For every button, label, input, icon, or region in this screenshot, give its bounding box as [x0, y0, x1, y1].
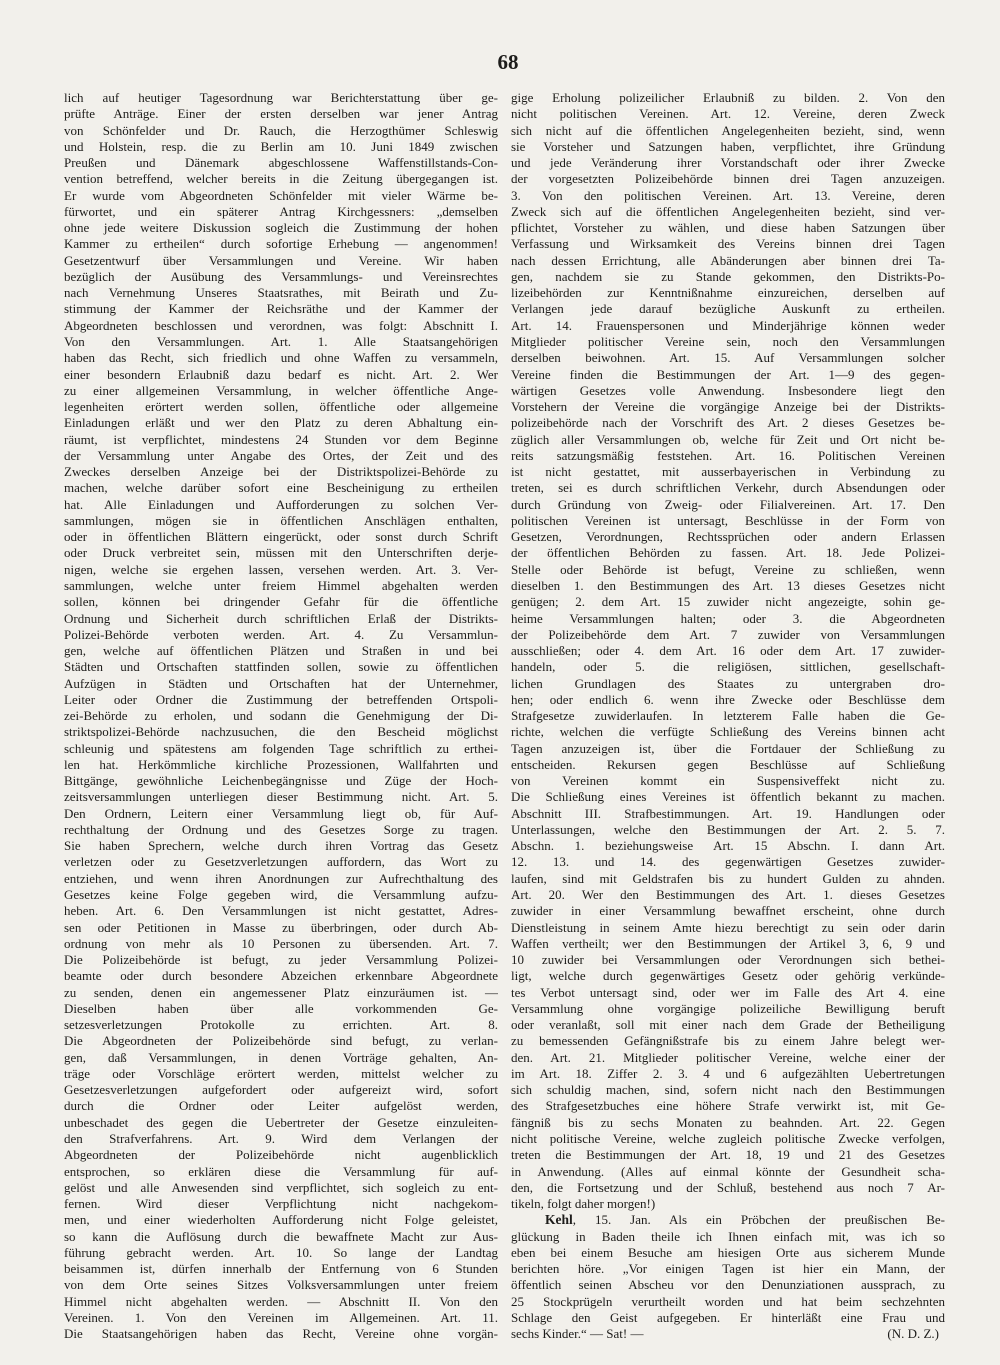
text-line: heben. Art. 6. Den Versammlungen ist nicht gestattet, Adres-	[64, 903, 498, 919]
text-line: berichten höre. „Vor einigen Tagen ist hier ein Mann, der	[511, 1261, 945, 1277]
text-line: Ordnung und Sicherheit durch schriftlichen Erlaß der Distrikts-	[64, 610, 498, 626]
text-line: und Holstein, resp. die zu Berlin am 10. Juni 1849 zwischen	[64, 138, 498, 154]
text-line: Stelle oder Behörde ist befugt, Vereine zu schließen, wenn	[511, 561, 945, 577]
text-line: beisammen ist, dürfen innerhalb der Entfernung von 6 Stunden	[64, 1261, 498, 1277]
text-line: pflichtet, Vorsteher zu wählen, und diese haben Satzungen über	[511, 220, 945, 236]
text-line: züglich aller Versammlungen ob, welche für Zeit und Ort nicht be-	[511, 431, 945, 447]
text-line: der Polizeibehörde dem Art. 7 zuwider von Versammlungen	[511, 626, 945, 642]
text-line: der öffentlichen Behörden zu fassen. Art. 18. Jede Polizei-	[511, 545, 945, 561]
text-line: zeitsversammlungen unterliegen dieser Bestimmung nicht. Art. 5.	[64, 789, 498, 805]
text-line: und jede Veränderung ihrer Vorstandschaft oder ihrer Zwecke	[511, 155, 945, 171]
page-number: 68	[497, 50, 519, 74]
text-line: Gesetzentwurf über Versammlungen und Vereine. Wir haben	[64, 252, 498, 268]
text-line: Von den Versammlungen. Art. 1. Alle Staatsangehörigen	[64, 333, 498, 349]
text-line: oder in öffentlichen Blättern eingerückt, oder sonst durch Schrift	[64, 529, 498, 545]
text-line: Vereinen. 1. Von den Vereinen im Allgemeinen. Art. 11.	[64, 1309, 498, 1325]
text-line: Die Schließung eines Vereines ist öffentlich bekannt zu machen.	[511, 789, 945, 805]
text-line: den Strafverfahrens. Art. 9. Wird dem Verlangen der	[64, 1131, 498, 1146]
text-line: heime Versammlungen halten; oder 3. die Abgeordneten	[511, 610, 945, 626]
text-line: treten die Bestimmungen der Art. 18, 19 und 21 des Gesetzes	[511, 1147, 945, 1163]
text-line: Abschnitt III. Strafbestimmungen. Art. 19. Handlungen oder	[511, 805, 945, 821]
text-line: 12. 13. und 14. des gegenwärtigen Gesetzes zuwider-	[511, 854, 945, 870]
text-line: im Art. 18. Ziffer 2. 3. 4 und 6 aufgezählten Uebertretungen	[511, 1065, 945, 1081]
text-line: vention betreffend, welcher bereits in die Zeitung übergegangen ist.	[64, 171, 498, 187]
text-line: so kann die Auflösung durch die bewaffnete Macht zur Aus-	[64, 1228, 498, 1244]
text-line: der Versammlung unter Angabe des Ortes, der Zeit und des	[64, 447, 498, 463]
text-line: glückung in Baden theile ich Ihnen einfach mit, was ich so	[511, 1228, 945, 1244]
text-line: zuwider in einer Versammlung bewaffnet erscheint, ohne durch	[511, 903, 945, 919]
text-line: oder veranlaßt, soll mit einer nach dem Grade der Betheiligung	[511, 1017, 945, 1033]
text-line: Sie haben Sprechern, welche durch ihren Vortrag das Gesetz	[64, 838, 498, 854]
text-line: öffentlich seinen Abscheu vor den Denunziationen aussprach, zu	[511, 1277, 945, 1293]
text-line: schleunig und spätestens am folgenden Tage schriftlich zu erthei-	[64, 740, 498, 756]
text-line: Die Staatsangehörigen haben das Recht, Vereine ohne vorgän-	[64, 1326, 498, 1342]
text-line: stimmung der Kammer der Reichsräthe und der Kammer der	[64, 301, 498, 317]
text-line: Städten und Ortschaften stattfinden sollen, sowie zu öffentlichen	[64, 659, 498, 675]
text-line: machen, welche darüber sofort eine Bescheinigung zu ertheilen	[64, 480, 498, 496]
text-line: nach dessen Errichtung, alle Abänderungen aber binnen drei Ta-	[511, 252, 945, 268]
text-line: in Anwendung. (Alles auf einmal könnte der Gesundheit scha-	[511, 1163, 945, 1179]
text-line: sie Vorsteher und Satzungen haben, verpflichtet, ihre Gründung	[511, 138, 945, 154]
text-line: haben das Recht, sich friedlich und ohne Waffen zu versammeln,	[64, 350, 498, 366]
text-line: Dienstleistung in seinem Amte hiezu berechtigt zu sein oder darin	[511, 919, 945, 935]
text-line: von dem Orte seines Sitzes Volksversammlungen unter freiem	[64, 1277, 498, 1293]
text-line: Die Abgeordneten der Polizeibehörde sind befugt, zu verlan-	[64, 1033, 498, 1049]
text-line: ausschließen; oder 4. dem Art. 16 oder dem Art. 17 zuwider-	[511, 643, 945, 659]
text-line: men, und einer wiederholten Aufforderung nicht Folge geleistet,	[64, 1212, 498, 1228]
text-line: Art. 20. Wer den Bestimmungen des Art. 1. dieses Gesetzes	[511, 887, 945, 903]
text-line: entziehen, und wenn ihren Anordnungen zur Aufrechthaltung des	[64, 870, 498, 886]
text-line: setzesverletzungen Protokolle zu errichten. Art. 8.	[64, 1017, 498, 1033]
text-line: genügen; 2. dem Art. 15 zuwider nicht angezeigte, sohin ge-	[511, 594, 945, 610]
text-line: des Strafgesetzbuches eine höhere Strafe verwirkt ist, mit Ge-	[511, 1098, 945, 1114]
text-line: Waffen vertheilt; wer den Bestimmungen der Artikel 3, 6, 9 und	[511, 935, 945, 951]
text-line: sich schuldig machen, sind, sofern nicht nach den Bestimmungen	[511, 1082, 945, 1098]
text-line: Einladungen erläßt und wer den Platz zu deren Abhaltung ein-	[64, 415, 498, 431]
text-line: Kammer zu ertheilen“ durch sofortige Erhebung — angenommen!	[64, 236, 498, 252]
text-line: tikeln, folgt daher morgen!)	[511, 1196, 656, 1212]
text-line: von Schönfelder und Dr. Rauch, die Herzogthümer Schleswig	[64, 122, 498, 138]
text-line: gen, nachdem sie zu Stande gekommen, den Distrikts-Po-	[511, 268, 945, 284]
text-line: lich auf heutiger Tagesordnung war Berichterstattung über ge-	[64, 90, 498, 105]
text-line: gen, daß Versammlungen, in denen Vorträge gehalten, An-	[64, 1049, 498, 1065]
text-line: räumt, ist verpflichtet, mindestens 24 Stunden vor dem Beginne	[64, 431, 498, 447]
text-line: der vorgesetzten Polizeibehörde binnen drei Tagen anzuzeigen.	[511, 171, 945, 187]
text-line: treten, sei es durch schriftlichen Verkehr, durch Absendungen oder	[511, 480, 945, 496]
text-line: Abgeordneten der Polizeibehörde nicht augenblicklich	[64, 1147, 498, 1163]
text-line: nach Vernehmung Unseres Staatsrathes, mit Beirath und Zu-	[64, 285, 498, 301]
text-line: lichen Grundlagen des Staates zu untergraben dro-	[511, 675, 945, 691]
text-line: Strafgesetze zuwiderlaufen. In letzterem Falle haben die Ge-	[511, 708, 945, 724]
text-line: sammlungen, welche unter freiem Himmel abgehalten werden	[64, 577, 498, 593]
text-line: polizeibehörde nach der Vorschrift des Art. 2 dieses Gesetzes be-	[511, 415, 945, 431]
text-line: nicht politischen Vereinen. Art. 12. Vereine, deren Zweck	[511, 106, 945, 122]
text-line: 3. Von den politischen Vereinen. Art. 13. Vereine, deren	[511, 187, 945, 203]
left-column	[64, 90, 498, 1342]
text-line: Bittgänge, gewöhnliche Leichenbegängnisse und Züge der Hoch-	[64, 773, 498, 789]
text-line: sich nicht auf die öffentlichen Angelegenheiten bezieht, sind, wenn	[511, 122, 945, 138]
text-line: nicht politische Vereine, welche zugleich politische Zwecke verfolgen,	[511, 1131, 945, 1146]
text-line: entsprochen, so erklären diese die Versammlung für auf-	[64, 1163, 498, 1179]
text-line: bezüglich der Ausübung des Versammlungs- und Vereinsrechtes	[64, 268, 498, 284]
text-line: rechthaltung der Ordnung und des Gesetzes Sorge zu tragen.	[64, 821, 498, 837]
text-line: 10 zuwider bei Versammlungen oder Verordnungen sich bethei-	[511, 952, 945, 968]
text-line: ohne jede weitere Diskussion sogleich die Zustimmung der hohen	[64, 220, 498, 236]
text-line: führung gebracht werden. Art. 10. So lange der Landtag	[64, 1244, 498, 1260]
text-line: Er wurde vom Abgeordneten Schönfelder mit vieler Wärme be-	[64, 187, 498, 203]
text-line: zu bemessenden Gefängnißstrafe bis zu einem Jahre belegt wer-	[511, 1033, 945, 1049]
text-line: Unterlassungen, welche den Bestimmungen der Art. 2. 5. 7.	[511, 821, 945, 837]
text-line: prüfte Anträge. Einer der ersten derselben war jener Antrag	[64, 106, 498, 122]
correspondence-article	[511, 1212, 945, 1342]
text-line: Zweck sich auf die öffentlichen Angelegenheiten bezieht, sind ver-	[511, 203, 945, 219]
text-line: gen, welche auf öffentlichen Plätzen und Straßen in und bei	[64, 643, 498, 659]
dateline-line	[511, 1212, 945, 1228]
text-line: Abschn. 1. beziehungsweise Art. 15 Abschn. I. dann Art.	[511, 838, 945, 854]
text-line: reits satzungsmäßig feststehen. Art. 16. Politischen Vereinen	[511, 447, 945, 463]
text-line: handeln, oder 5. die religiösen, sittlichen, gesellschaft-	[511, 659, 945, 675]
text-line: entscheiden. Rekursen gegen Beschlüsse auf Schließung	[511, 756, 945, 772]
text-line: Tagen anzuzeigen ist, über die Fortdauer der Schließung zu	[511, 740, 945, 756]
text-line: nigen, welche sie ergehen lassen, versehen werden. Art. 3. Ver-	[64, 561, 498, 577]
text-line: gelöst und alle Anwesenden sind verpflichtet, sich sogleich zu ent-	[64, 1179, 498, 1195]
text-line: den. Art. 21. Mitglieder politischer Vereine, welche einer der	[511, 1049, 945, 1065]
text-line: lizeibehörden zur Kenntnißnahme einzureichen, derselben auf	[511, 285, 945, 301]
text-line: Vorstehern der Vereine die vorgängige Anzeige bei der Distrikts-	[511, 399, 945, 415]
text-line: Preußen und Dänemark abgeschlossene Waffenstillstands-Con-	[64, 155, 498, 171]
text-line: Aufzügen in Städten und Ortschaften hat der Unternehmer,	[64, 675, 498, 691]
text-line: durch Gründung von Zweig- oder Filialvereinen. Art. 17. Den	[511, 496, 945, 512]
text-line: dieselben 1. den Bestimmungen des Art. 13 dieses Gesetzes nicht	[511, 577, 945, 593]
text-line: len hat. Herkömmliche kirchliche Prozessionen, Wallfahrten und	[64, 756, 498, 772]
text-line: Den Ordnern, Leitern einer Versammlung liegt ob, für Auf-	[64, 805, 498, 821]
closing-text: sechs Kinder.“ — Sat! —	[511, 1326, 644, 1342]
text-line: wärtigen Gesetzes volle Anwendung. Insbesondere liegt den	[511, 382, 945, 398]
text-line: Versammlung ohne vorgängige polizeiliche Bewilligung beruft	[511, 1000, 945, 1016]
text-line: politischen Vereinen ist untersagt, Beschlüsse in der Form von	[511, 512, 945, 528]
text-line: zu senden, denen ein angemessener Platz einzuräumen ist. —	[64, 984, 498, 1000]
correspondence-body	[511, 1229, 945, 1327]
text-line: gige Erholung polizeilicher Erlaubniß zu bilden. 2. Von den	[511, 90, 945, 105]
text-line: laufen, sind mit Geldstrafen bis zu hundert Gulden zu ahnden.	[511, 870, 945, 886]
text-line: sen oder Petitionen in Masse zu überbringen, oder durch Ab-	[64, 919, 498, 935]
text-line: ordnung von mehr als 10 Personen zu übersenden. Art. 7.	[64, 935, 498, 951]
text-line: Die Polizeibehörde ist befugt, zu jeder Versammlung Polizei-	[64, 952, 498, 968]
text-line: Vereine finden die Bestimmungen der Art. 1—9 des gegen-	[511, 366, 945, 382]
text-line: legenheiten erörtert werden sollen, öffentliche oder allgemeine	[64, 399, 498, 415]
text-line: hen; oder endlich 6. wenn ihre Zwecke oder Beschlüsse dem	[511, 691, 945, 707]
text-line: beamte oder durch besondere Abzeichen erkennbare Abgeordnete	[64, 968, 498, 984]
text-line: den, die Fortsetzung und der Schluß, bestehend aus noch 7 Ar-	[511, 1179, 945, 1195]
source-credit: (N. D. Z.)	[887, 1326, 939, 1342]
dateline: Kehl	[545, 1212, 573, 1228]
text-line: sammlungen, mögen sie in öffentlichen Anschlägen enthalten,	[64, 512, 498, 528]
text-line: Schlage den Geist aufgegeben. Er hinterläßt eine Frau und	[511, 1309, 945, 1325]
text-line: zei-Behörde zu erholen, und sodann die Genehmigung der Di-	[64, 708, 498, 724]
text-line: Verlangen jede darauf bezügliche Auskunft zu ertheilen.	[511, 301, 945, 317]
text-line: fürwortet, und ein späterer Antrag Kirchgessners: „demselben	[64, 203, 498, 219]
text-line: fernen. Wird dieser Verpflichtung nicht nachgekom-	[64, 1196, 498, 1212]
text-line: träge oder Vorschläge erörtert werden, mittelst welcher zu	[64, 1065, 498, 1081]
text-line: Abgeordneten beschlossen und verordnen, was folgt: Abschnitt I.	[64, 317, 498, 333]
text-line: oder Druck verbreitet sein, müssen mit den Unterschriften derje-	[64, 545, 498, 561]
text-line: Gesetzes keine Folge gegeben wird, die Versammlung aufzu-	[64, 887, 498, 903]
text-line: eben bei einem Besuche am hiesigen Orte aus sicherem Munde	[511, 1244, 945, 1260]
text-line: tes Verbot untersagt sind, oder wer im Falle des Art 4. eine	[511, 984, 945, 1000]
text-line: unbeschadet des gegen die Uebertreter der Gesetze einzuleiten-	[64, 1114, 498, 1130]
right-column	[511, 90, 945, 1342]
text-line: einer besondern Erlaubniß dazu bedarf es nicht. Art. 2. Wer	[64, 366, 498, 382]
text-line: richte, welchen die verfügte Schließung des Vereins binnen acht	[511, 724, 945, 740]
text-line: Zweckes derselben Anzeige bei der Distriktspolizei-Behörde zu	[64, 464, 498, 480]
text-line: Dieselben haben über alle vorkommenden Ge-	[64, 1000, 498, 1016]
text-line: , 15. Jan. Als ein Pröbchen der preußischen Be-	[572, 1212, 945, 1228]
text-line: Verfassung und Wirksamkeit des Vereins binnen drei Tagen	[511, 236, 945, 252]
right-column-body	[511, 90, 945, 1212]
text-line: durch die Ordner oder Leiter aufgelöst werden,	[64, 1098, 498, 1114]
text-line: von Vereinen kommt ein Suspensiveffekt nicht zu.	[511, 773, 945, 789]
text-line: Gesetzesverletzungen aufgefordert oder aufgereizt wird, sofort	[64, 1082, 498, 1098]
text-line: Art. 14. Frauenspersonen und Minderjährige können weder	[511, 317, 945, 333]
text-line: Leiter oder Ordner die Zustimmung der betreffenden Ortspoli-	[64, 691, 498, 707]
text-line: Himmel nicht abgehalten werden. — Abschnitt II. Von den	[64, 1293, 498, 1309]
text-line: verletzen oder zu Gesetzverletzungen auffordern, das Wort zu	[64, 854, 498, 870]
text-line: ligt, welche durch gegenwärtiges Gesetz oder gehörig verkünde-	[511, 968, 945, 984]
text-line: striktspolizei-Behörde nachzusuchen, die den Bescheid möglichst	[64, 724, 498, 740]
text-line: sollen, können bei dringender Gefahr für die öffentliche	[64, 594, 498, 610]
text-line: ist nicht gestattet, mit ausserbayerischen in Verbindung zu	[511, 464, 945, 480]
text-line: zu einer allgemeinen Versammlung, in welcher öffentliche Ange-	[64, 382, 498, 398]
closing-line	[511, 1326, 945, 1342]
text-line: Gesetzen, Verordnungen, Rechtssprüchen oder andern Erlassen	[511, 529, 945, 545]
text-line: 25 Stockprügeln verurtheilt worden und hat beim sechzehnten	[511, 1293, 945, 1309]
text-line: hat. Alle Einladungen und Aufforderungen zu solchen Ver-	[64, 496, 498, 512]
text-line: fängniß bis zu sechs Monaten zu beahnden. Art. 22. Gegen	[511, 1114, 945, 1130]
text-line: Mitglieder politischer Vereine sein, noch den Versammlungen	[511, 333, 945, 349]
text-line: Polizei-Behörde verboten werden. Art. 4. Zu Versammlun-	[64, 626, 498, 642]
text-line: derselben beiwohnen. Art. 15. Auf Versammlungen solcher	[511, 350, 945, 366]
